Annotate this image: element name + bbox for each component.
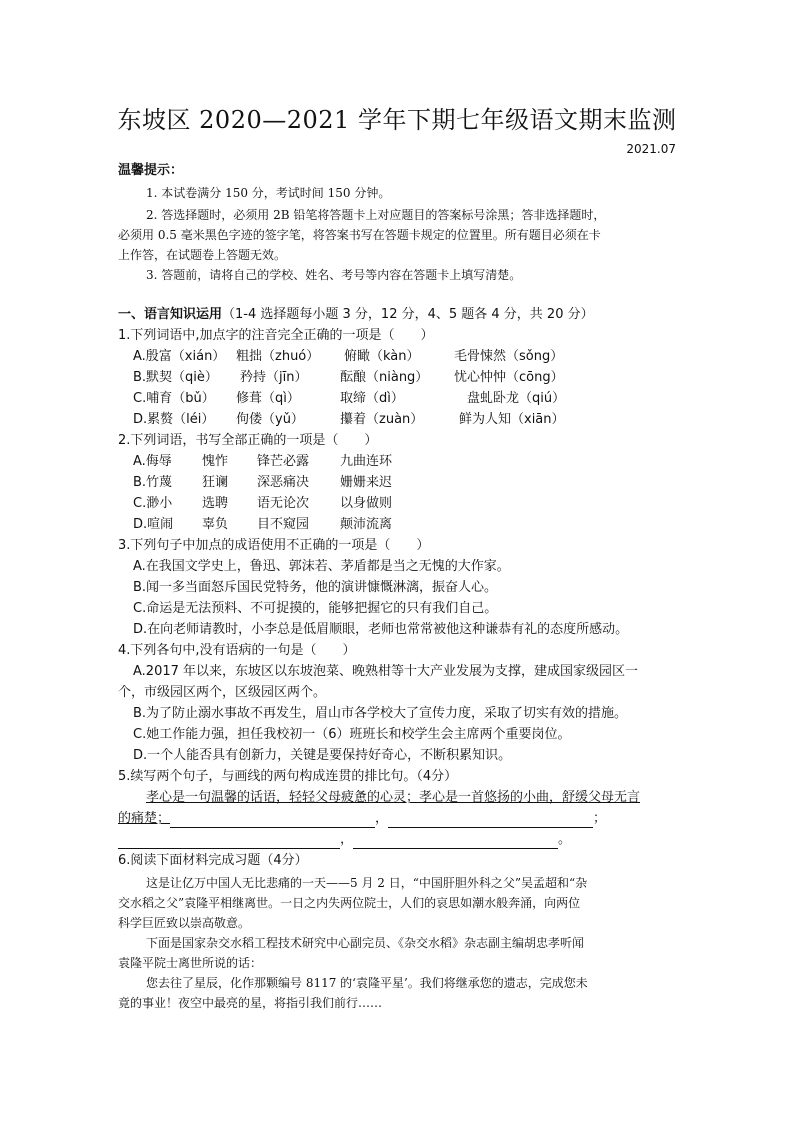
q1-d-4: 鲜为人知（xiān）: [459, 412, 565, 427]
q2-b-4: 姗姗来迟: [340, 475, 393, 490]
q3-option-d: D.在向老师请教时，小李总是低眉顺眼，老师也常常被他这种谦恭有礼的态度所感动。: [133, 622, 629, 637]
q2-d-4: 颠沛流离: [340, 517, 393, 532]
q1-a-4: 毛骨悚然（sǒng）: [454, 349, 564, 364]
q5-answer-row-2: [118, 831, 571, 849]
q4-stem: 4.下列各句中,没有语病的一句是（ ）: [118, 643, 356, 658]
q2-c-1: C.渺小: [133, 496, 173, 511]
q2-a-4: 九曲连环: [340, 454, 393, 469]
q1-d-2: 佝偻（yǔ）: [236, 412, 304, 427]
q6-para-1c: 科学巨匠致以崇高敬意。: [118, 916, 251, 930]
q1-c-2: 修葺（qì）: [236, 391, 300, 406]
q2-c-3: 语无论次: [257, 496, 310, 511]
q2-d-2: 辜负: [202, 517, 229, 532]
tip-2b: 必须用 0.5 毫米黑色字迹的签字笔，将答案书写在答题卡规定的位置里。所有题目必须在卡: [118, 228, 601, 242]
q2-c-2: 选聘: [202, 496, 229, 511]
q2-a-3: 锋芒必露: [257, 454, 310, 469]
q2-d-1: D.喧闹: [133, 517, 174, 532]
q1-a-1: A.殷富（xián）: [133, 349, 226, 364]
q1-b-4: 忧心忡忡（cōng）: [454, 370, 564, 385]
q5-blank-4[interactable]: [353, 834, 558, 849]
q1-c-3: 取缔（dì）: [340, 391, 404, 406]
q1-c-1: C.哺育（bǔ）: [133, 391, 215, 406]
q4-option-c: C.她工作能力强，担任我校初一（6）班班长和校学生会主席两个重要岗位。: [133, 727, 571, 742]
q1-d-3: 攥着（zuàn）: [340, 412, 424, 427]
q3-option-a: A.在我国文学史上，鲁迅、郭沫若、茅盾都是当之无愧的大作家。: [133, 559, 510, 574]
q2-b-2: 狂谰: [202, 475, 229, 490]
q1-c-4: 盘虬卧龙（qiú）: [467, 391, 566, 406]
tip-2a: 2. 答选择题时，必须用 2B 铅笔将答题卡上对应题目的答案标号涂黑；答非选择题时，: [146, 208, 606, 222]
q2-stem: 2.下列词语，书写全部正确的一项是（ ）: [118, 433, 378, 448]
q6-para-3b: 竟的事业！夜空中最亮的星，将指引我们前行……: [118, 996, 383, 1010]
q2-a-1: A.侮辱: [133, 454, 172, 469]
q6-para-1a: 这是让亿万中国人无比悲痛的一天——5 月 2 日，“中国肝胆外科之父”吴孟超和“杂: [146, 876, 588, 890]
exam-title: 东坡区 2020—2021 学年下期七年级语文期末监测: [117, 106, 677, 134]
q5-comma-2: ，: [340, 832, 354, 847]
q4-option-b: B.为了防止溺水事故不再发生，眉山市各学校大了宣传力度，采取了切实有效的措施。: [133, 706, 628, 721]
q1-a-3: 俯瞰（kàn）: [344, 349, 420, 364]
q1-b-2: 矜持（jīn）: [240, 370, 308, 385]
q3-option-c: C.命运是无法预料、不可捉摸的，能够把握它的只有我们自己。: [133, 601, 498, 616]
section-1-heading: [118, 306, 594, 324]
tip-3: 3. 答题前，请将自己的学校、姓名、考号等内容在答题卡上填写清楚。: [146, 268, 522, 282]
q5-blank-1[interactable]: [170, 813, 375, 828]
q3-option-b: B.闻一多当面怒斥国民党特务，他的演讲慷慨淋漓，振奋人心。: [133, 580, 498, 595]
q2-c-4: 以身做则: [340, 496, 393, 511]
q4-option-a-1: A.2017 年以来，东坡区以东坡泡菜、晚熟柑等十大产业发展为支撑，建成国家级园区一: [133, 664, 639, 679]
q2-a-2: 愧怍: [202, 454, 229, 469]
q6-stem: 6.阅读下面材料完成习题（4分）: [118, 853, 308, 868]
q5-given-line-1: 孝心是一句温馨的话语，轻轻父母疲惫的心灵；孝心是一首悠扬的小曲，舒缓父母无言: [146, 790, 641, 805]
q5-given-line-2: 的痛楚；: [118, 811, 171, 826]
q1-d-1: D.累赘（léi）: [133, 412, 215, 427]
q6-para-3a: 您去往了星辰，化作那颗编号 8117 的‘袁隆平星’。我们将继承您的遗志，完成您未: [146, 976, 588, 990]
q6-para-1b: 交水稻之父”袁隆平相继离世。一日之内失两位院士，人们的哀思如潮水般奔涌，向两位: [118, 896, 581, 910]
q5-semicolon: ；: [593, 811, 607, 826]
q5-comma-1: ，: [375, 811, 389, 826]
section-1-title: 一、语言知识运用: [118, 307, 223, 322]
q5-blank-2[interactable]: [388, 813, 593, 828]
exam-date: 2021.07: [626, 142, 676, 156]
q1-a-2: 粗拙（zhuó）: [236, 349, 320, 364]
q1-b-3: 酝酿（niàng）: [340, 370, 429, 385]
q6-para-2b: 袁隆平院士离世所说的话：: [118, 956, 263, 970]
q2-b-1: B.竹蔑: [133, 475, 173, 490]
q3-stem: 3.下列句子中加点的成语使用不正确的一项是（ ）: [118, 538, 430, 553]
tips-heading: 温馨提示：: [118, 163, 184, 178]
q5-blank-3[interactable]: [118, 834, 340, 849]
q5-stem: 5.续写两个句子，与画线的两句构成连贯的排比句。（4分）: [118, 769, 458, 784]
q2-d-3: 目不窥园: [257, 517, 310, 532]
q1-b-1: B.默契（qiè）: [133, 370, 218, 385]
section-1-note: （1-4 选择题每小题 3 分，12 分，4、5 题各 4 分，共 20 分）: [222, 307, 594, 322]
q4-option-d: D.一个人能否具有创新力，关键是要保持好奇心，不断积累知识。: [133, 748, 512, 763]
q5-answer-row-1: [118, 810, 606, 828]
q1-stem: 1.下列词语中,加点字的注音完全正确的一项是（ ）: [118, 328, 434, 343]
q2-b-3: 深恶痛决: [257, 475, 310, 490]
q5-period: 。: [558, 832, 572, 847]
tip-1: 1. 本试卷满分 150 分，考试时间 150 分钟。: [146, 186, 391, 200]
tip-2c: 上作答，在试题卷上答题无效。: [118, 248, 287, 262]
q4-option-a-2: 个，市级园区两个，区级园区两个。: [118, 685, 327, 700]
q6-para-2a: 下面是国家杂交水稻工程技术研究中心副完员、《杂交水稻》杂志副主编胡忠孝听闻: [146, 936, 585, 950]
